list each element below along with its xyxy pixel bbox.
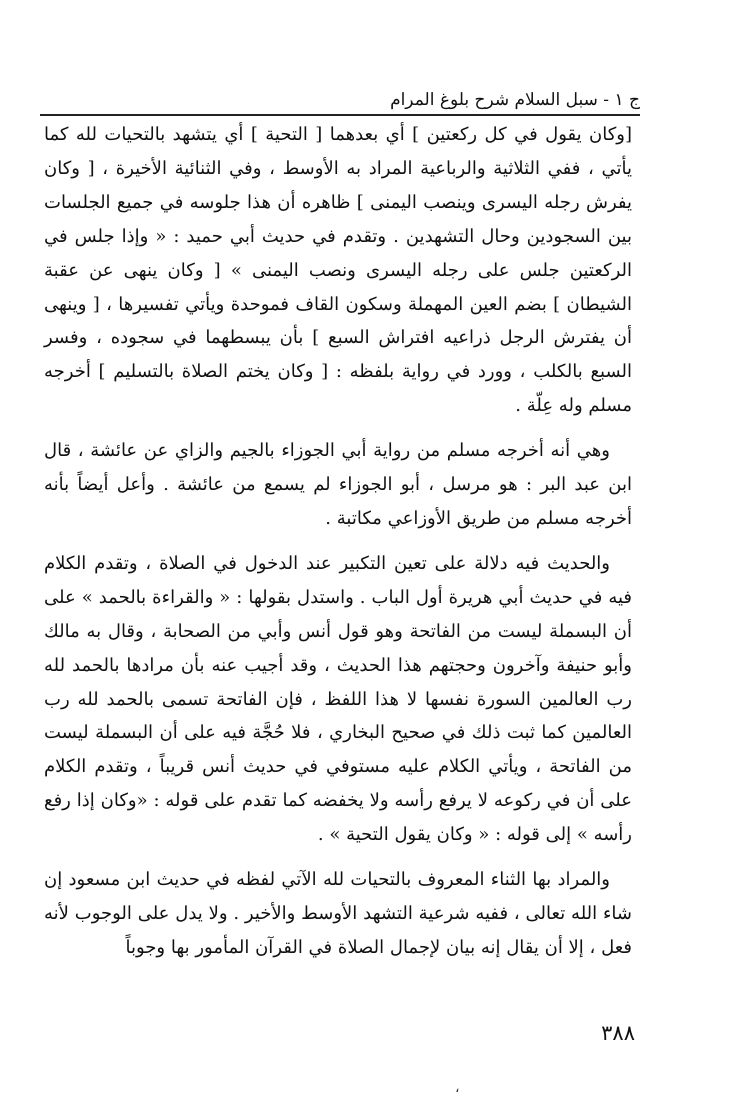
header-rule (40, 114, 640, 116)
paragraph-2: وهي أنه أخرجه مسلم من رواية أبي الجوزاء بالجيم والزاي عن عائشة ، قال ابن عبد البر : هو مرسل ، أبو الجوزاء لم يسمع من عائشة . وأعل أيضاً بأنه أخرجه مسلم من طريق الأوزاعي مكاتبة . (44, 440, 632, 529)
paragraph-3: والحديث فيه دلالة على تعين التكبير عند الدخول في الصلاة ، وتقدم الكلام فيه في حديث أبي هريرة أول الباب . واستدل بقولها : « والقراءة بالحمد » على أن البسملة ليست من الفاتحة وهو قول أنس وأبي من الصحابة ، وقال به مالك وأبو حنيفة وآخرون وحجتهم هذا الحديث ، وقد أجيب عنه بأن مرادها بالحمد لله رب العالمين السورة نفسها لا هذا اللفظ ، فإن الفاتحة تسمى بالحمد لله رب العالمين كما ثبت ذلك في صحيح البخاري ، فلا حُجَّة فيه على أن البسملة ليست من الفاتحة ، ويأتي الكلام عليه مستوفي في حديث أنس قريباً ، وتقدم الكلام على أن في ركوعه لا يرفع رأسه ولا يخفضه كما تقدم على قوله : «وكان إذا رفع رأسه » إلى قوله : « وكان يقول التحية » . (44, 552, 632, 846)
paragraph-1: [وكان يقول في كل ركعتين ] أي بعدهما [ التحية ] أي يتشهد بالتحيات لله كما يأتي ، ففي الثلاثية والرباعية المراد به الأوسط ، وفي الثنائية الأخيرة ، [ وكان يفرش رجله اليسرى وينصب اليمنى ] ظاهره أن هذا جلوسه في جميع الجلسات بين السجودين وحال التشهدين . وتقدم في حديث أبي حميد : « وإذا جلس في الركعتين جلس على رجله اليسرى ونصب اليمنى » [ وكان ينهى عن عقبة الشيطان ] بضم العين المهملة وسكون القاف فموحدة ويأتي تفسيرها ، [ وينهى أن يفترش الرجل ذراعيه افتراش السبع ] بأن يبسطهما في سجوده ، وفسر السبع بالكلب ، وورد في رواية بلفظه : [ وكان يختم الصلاة بالتسليم ] أخرجه مسلم وله عِلّة . (44, 124, 632, 417)
footer-mark: ، (455, 1080, 460, 1096)
page-body (44, 118, 632, 965)
running-header (40, 78, 640, 112)
page-number: ٣٨٨ (601, 1021, 635, 1045)
header-title: ج ١ - سبل السلام شرح بلوغ المرام (390, 90, 640, 110)
paragraph-4: والمراد بها الثناء المعروف بالتحيات لله الآتي لفظه في حديث ابن مسعود إن شاء الله تعالى ، ففيه شرعية التشهد الأوسط والأخير . ولا يدل على الوجوب لأنه فعل ، إلا أن يقال إنه بيان لإجمال الصلاة في القرآن المأمور بها وجوباً (44, 869, 632, 958)
